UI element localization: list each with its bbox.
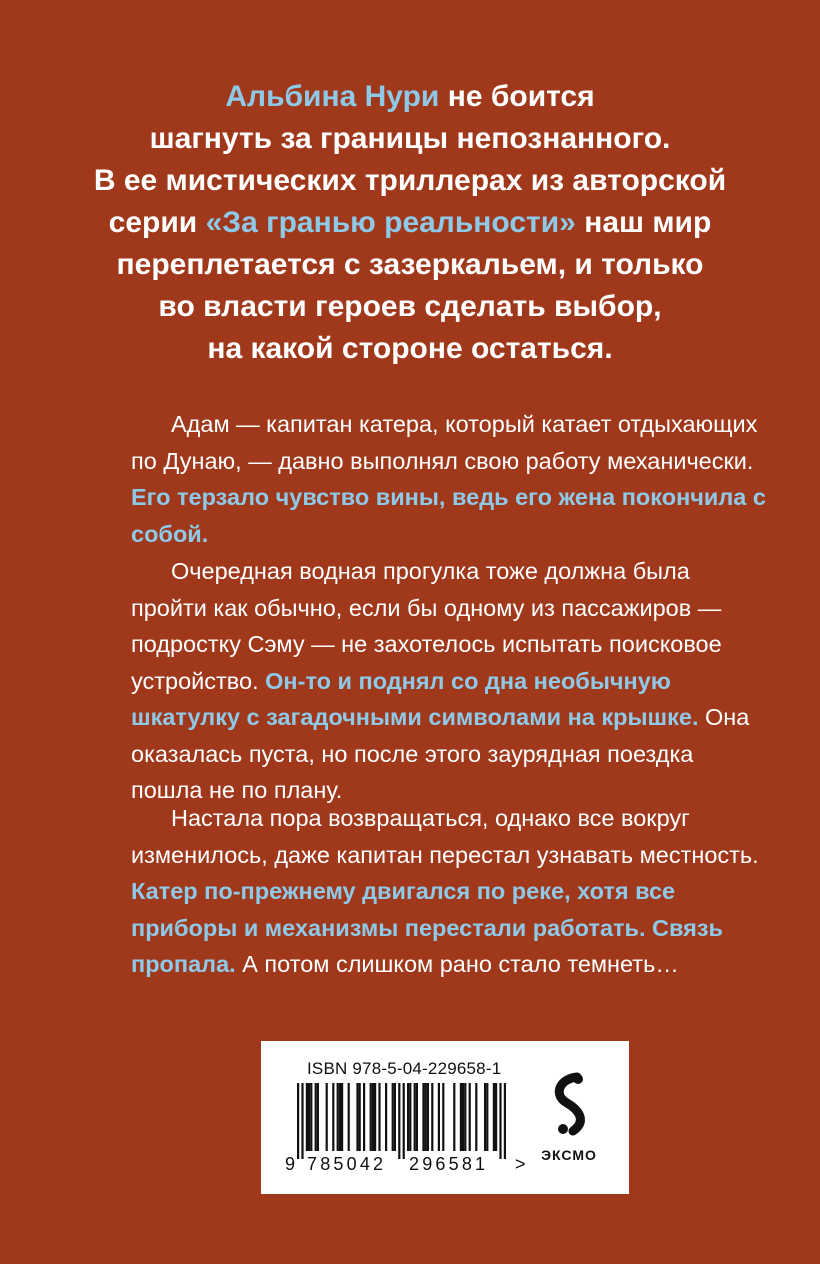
- barcode-bar: [504, 1083, 506, 1159]
- barcode-bar: [493, 1083, 495, 1151]
- barcode-bar: [403, 1083, 405, 1159]
- barcode-bar: [425, 1083, 427, 1151]
- barcode-bar: [495, 1083, 497, 1151]
- barcode-bar: [442, 1083, 444, 1151]
- barcode-bar: [317, 1083, 319, 1151]
- ean-first-digit: 9: [285, 1154, 296, 1174]
- intro-line-4-pre: серии: [108, 206, 206, 239]
- ean-right-group: 296581: [409, 1154, 489, 1174]
- barcode-bar: [453, 1083, 455, 1151]
- paragraph-3-text-b: А потом слишком рано стало темнеть…: [235, 951, 679, 977]
- barcode-bar: [394, 1083, 396, 1151]
- paragraph-2-text-b: Она оказалась пуста, но после этого заурядная поездка пошла не по плану.: [131, 704, 750, 803]
- barcode-bar: [332, 1083, 334, 1151]
- barcode-bar: [416, 1083, 418, 1151]
- barcode-bar: [337, 1083, 339, 1151]
- series-intro: [60, 76, 760, 370]
- barcode-bar: [372, 1083, 374, 1151]
- barcode-bar: [308, 1083, 310, 1151]
- barcode-bar: [486, 1083, 488, 1151]
- barcode-bar: [348, 1083, 350, 1151]
- barcode-bar: [370, 1083, 372, 1151]
- intro-line-4-post: наш мир: [575, 206, 712, 239]
- barcode-bar: [339, 1083, 341, 1151]
- author-name: Альбина Нури: [225, 80, 440, 113]
- barcode-image: [287, 1083, 523, 1159]
- intro-line-4: [60, 202, 760, 244]
- barcode-bar: [374, 1083, 376, 1151]
- barcode-bar: [462, 1083, 464, 1151]
- paragraph-3-highlight: Катер по-прежнему двигался по реке, хотя все приборы и механизмы перестали работать. Связь пропала.: [131, 878, 723, 977]
- barcode-bar: [407, 1083, 409, 1151]
- intro-line-5: переплетается с зазеркальем, и только: [116, 248, 704, 281]
- series-name: «За гранью реальности»: [205, 206, 576, 239]
- barcode-bar: [438, 1083, 440, 1151]
- barcode-bar: [499, 1083, 501, 1159]
- barcode-bar: [484, 1083, 486, 1151]
- barcode-bar: [326, 1083, 328, 1151]
- isbn-number: ISBN 978-5-04-229658-1: [307, 1059, 502, 1078]
- barcode-bar: [341, 1083, 343, 1151]
- publisher-name: ЭКСМО: [541, 1147, 597, 1163]
- barcode-panel: [261, 1041, 629, 1194]
- barcode-bar: [310, 1083, 312, 1151]
- barcode-bar: [356, 1083, 358, 1151]
- barcode-bar: [422, 1083, 424, 1151]
- eksmo-logo-icon: [547, 1071, 593, 1137]
- barcode-bar: [475, 1083, 477, 1151]
- barcode-bar: [301, 1083, 303, 1159]
- barcode-bar: [363, 1083, 365, 1151]
- paragraph-2-text-a: Очередная водная прогулка тоже должна была пройти как обычно, если бы одному из пассажиров — подростку Сэму — не захотелось испытать поисковое устройство.: [131, 558, 722, 694]
- barcode-bar: [398, 1083, 400, 1159]
- barcode-bar: [297, 1083, 299, 1159]
- intro-line-6: во власти героев сделать выбор,: [158, 290, 662, 323]
- intro-line-7: на какой стороне остаться.: [207, 332, 613, 365]
- barcode-bar: [306, 1083, 308, 1151]
- barcode-bar: [409, 1083, 411, 1151]
- paragraph-2-highlight: Он-то и поднял со дна необычную шкатулку с загадочными символами на крышке.: [131, 667, 699, 730]
- barcode-bar: [469, 1083, 471, 1151]
- paragraph-1-text: Адам — капитан катера, который катает отдыхающих по Дунаю, — давно выполнял свою работу механически.: [131, 411, 758, 474]
- barcode-bar: [392, 1083, 394, 1151]
- barcode-bar: [464, 1083, 466, 1151]
- intro-line-2: шагнуть за границы непознанного.: [149, 122, 671, 155]
- ean-left-group: 785042: [307, 1154, 387, 1174]
- barcode-bar: [427, 1083, 429, 1151]
- annotation-paragraph-1: [131, 406, 771, 552]
- barcode-bar: [315, 1083, 317, 1151]
- barcode-bar: [431, 1083, 433, 1151]
- barcode-bar: [378, 1083, 380, 1151]
- barcode-bar: [385, 1083, 387, 1151]
- annotation-paragraph-2: [131, 553, 771, 809]
- paragraph-1-highlight: Его терзало чувство вины, ведь его жена покончила с собой.: [131, 484, 766, 547]
- intro-line-3: В ее мистических триллерах из авторской: [93, 164, 727, 197]
- annotation-paragraph-3: [131, 800, 771, 983]
- ean-arrow: >: [515, 1154, 526, 1174]
- barcode-bar: [414, 1083, 416, 1151]
- intro-line-1: [60, 76, 760, 118]
- paragraph-3-text-a: Настала пора возвращаться, однако все вокруг изменилось, даже капитан перестал узнавать местность.: [131, 805, 759, 868]
- barcode-bar: [359, 1083, 361, 1151]
- intro-line-1-text: не боится: [439, 80, 595, 113]
- barcode-bar: [460, 1083, 462, 1151]
